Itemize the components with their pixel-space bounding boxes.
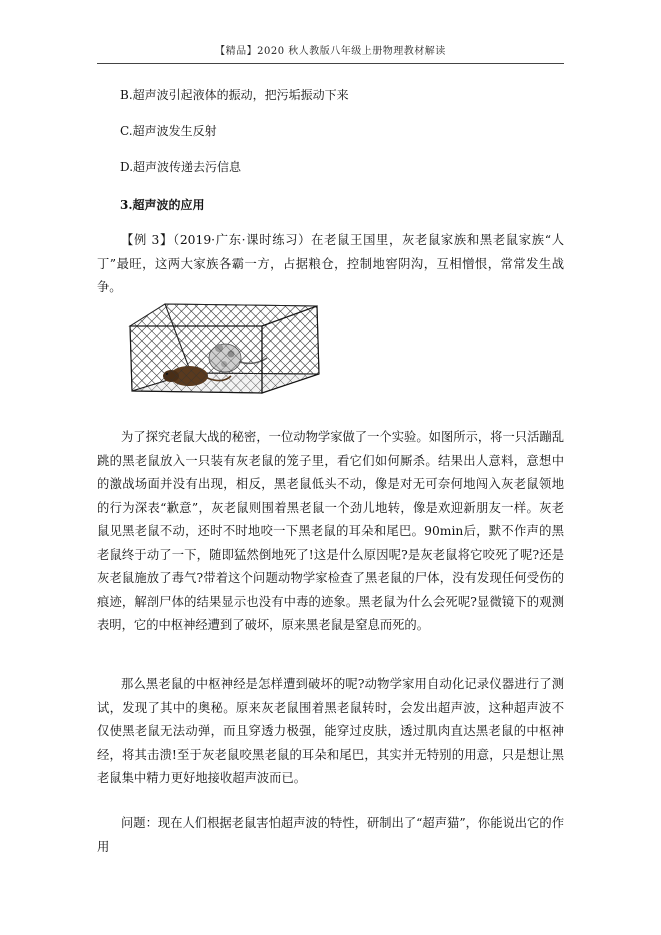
option-c: C.超声波发生反射 — [120, 124, 217, 138]
story-paragraph-2-text: 那么黑老鼠的中枢神经是怎样遭到破坏的呢?动物学家用自动化记录仪器进行了测试，发现了其中的奥秘。原来灰老鼠围着黑老鼠转时，会发出超声波，这种超声波不仅使黑老鼠无法动弹，而且穿透力极强，能穿过皮肤，透过肌肉直达黑老鼠的中枢神经，将其击溃!至于灰老鼠咬黑老鼠的耳朵和尾巴，其实并无特别的用意，只是想让黑老鼠集中精力更好地接收超声波而已。 — [97, 677, 564, 785]
question-text: 问题：现在人们根据老鼠害怕超声波的特性，研制出了“超声猫”，你能说出它的作用 — [97, 816, 564, 854]
question-paragraph — [97, 812, 564, 859]
rats-in-cage-image — [127, 296, 327, 403]
story-paragraph-1-text: 为了探究老鼠大战的秘密，一位动物学家做了一个实验。如图所示，将一只活蹦乱跳的黑老鼠放入一只装有灰老鼠的笼子里，看它们如何厮杀。结果出人意料，意想中的激战场面并没有出现，相反，黑老鼠低头不动，像是对无可奈何地闯入灰老鼠领地的行为深表“歉意”，灰老鼠则围着黑老鼠一个劲儿地转，像是欢迎新朋友一样。灰老鼠见黑老鼠不动，还时不时地咬一下黑老鼠的耳朵和尾巴。90min后，默不作声的黑老鼠终于动了一下，随即猛然倒地死了!这是什么原因呢?是灰老鼠将它咬死了呢?还是灰老鼠施放了毒气?带着这个问题动物学家检查了黑老鼠的尸体，没有发现任何受伤的痕迹，解剖尸体的结果显示也没有中毒的迹象。黑老鼠为什么会死呢?显微镜下的观测表明，它的中枢神经遭到了破坏，原来黑老鼠是窒息而死的。 — [97, 430, 564, 632]
example-intro-text: 【例 3】（2019·广东·课时练习）在老鼠王国里，灰老鼠家族和黑老鼠家族“人丁”最旺，这两大家族各霸一方，占据粮仓，控制地窖阴沟，互相憎恨，常常发生战争。 — [97, 233, 564, 294]
page-header: 【精品】2020 秋人教版八年级上册物理教材解读 — [215, 46, 446, 57]
option-d: D.超声波传递去污信息 — [120, 160, 242, 174]
story-paragraph-2 — [97, 673, 564, 791]
header-rule — [97, 63, 564, 64]
story-paragraph-1 — [97, 426, 564, 638]
section-heading: 3.超声波的应用 — [120, 198, 205, 212]
option-b: B.超声波引起液体的振动，把污垢振动下来 — [120, 88, 349, 102]
example-intro — [97, 229, 564, 300]
